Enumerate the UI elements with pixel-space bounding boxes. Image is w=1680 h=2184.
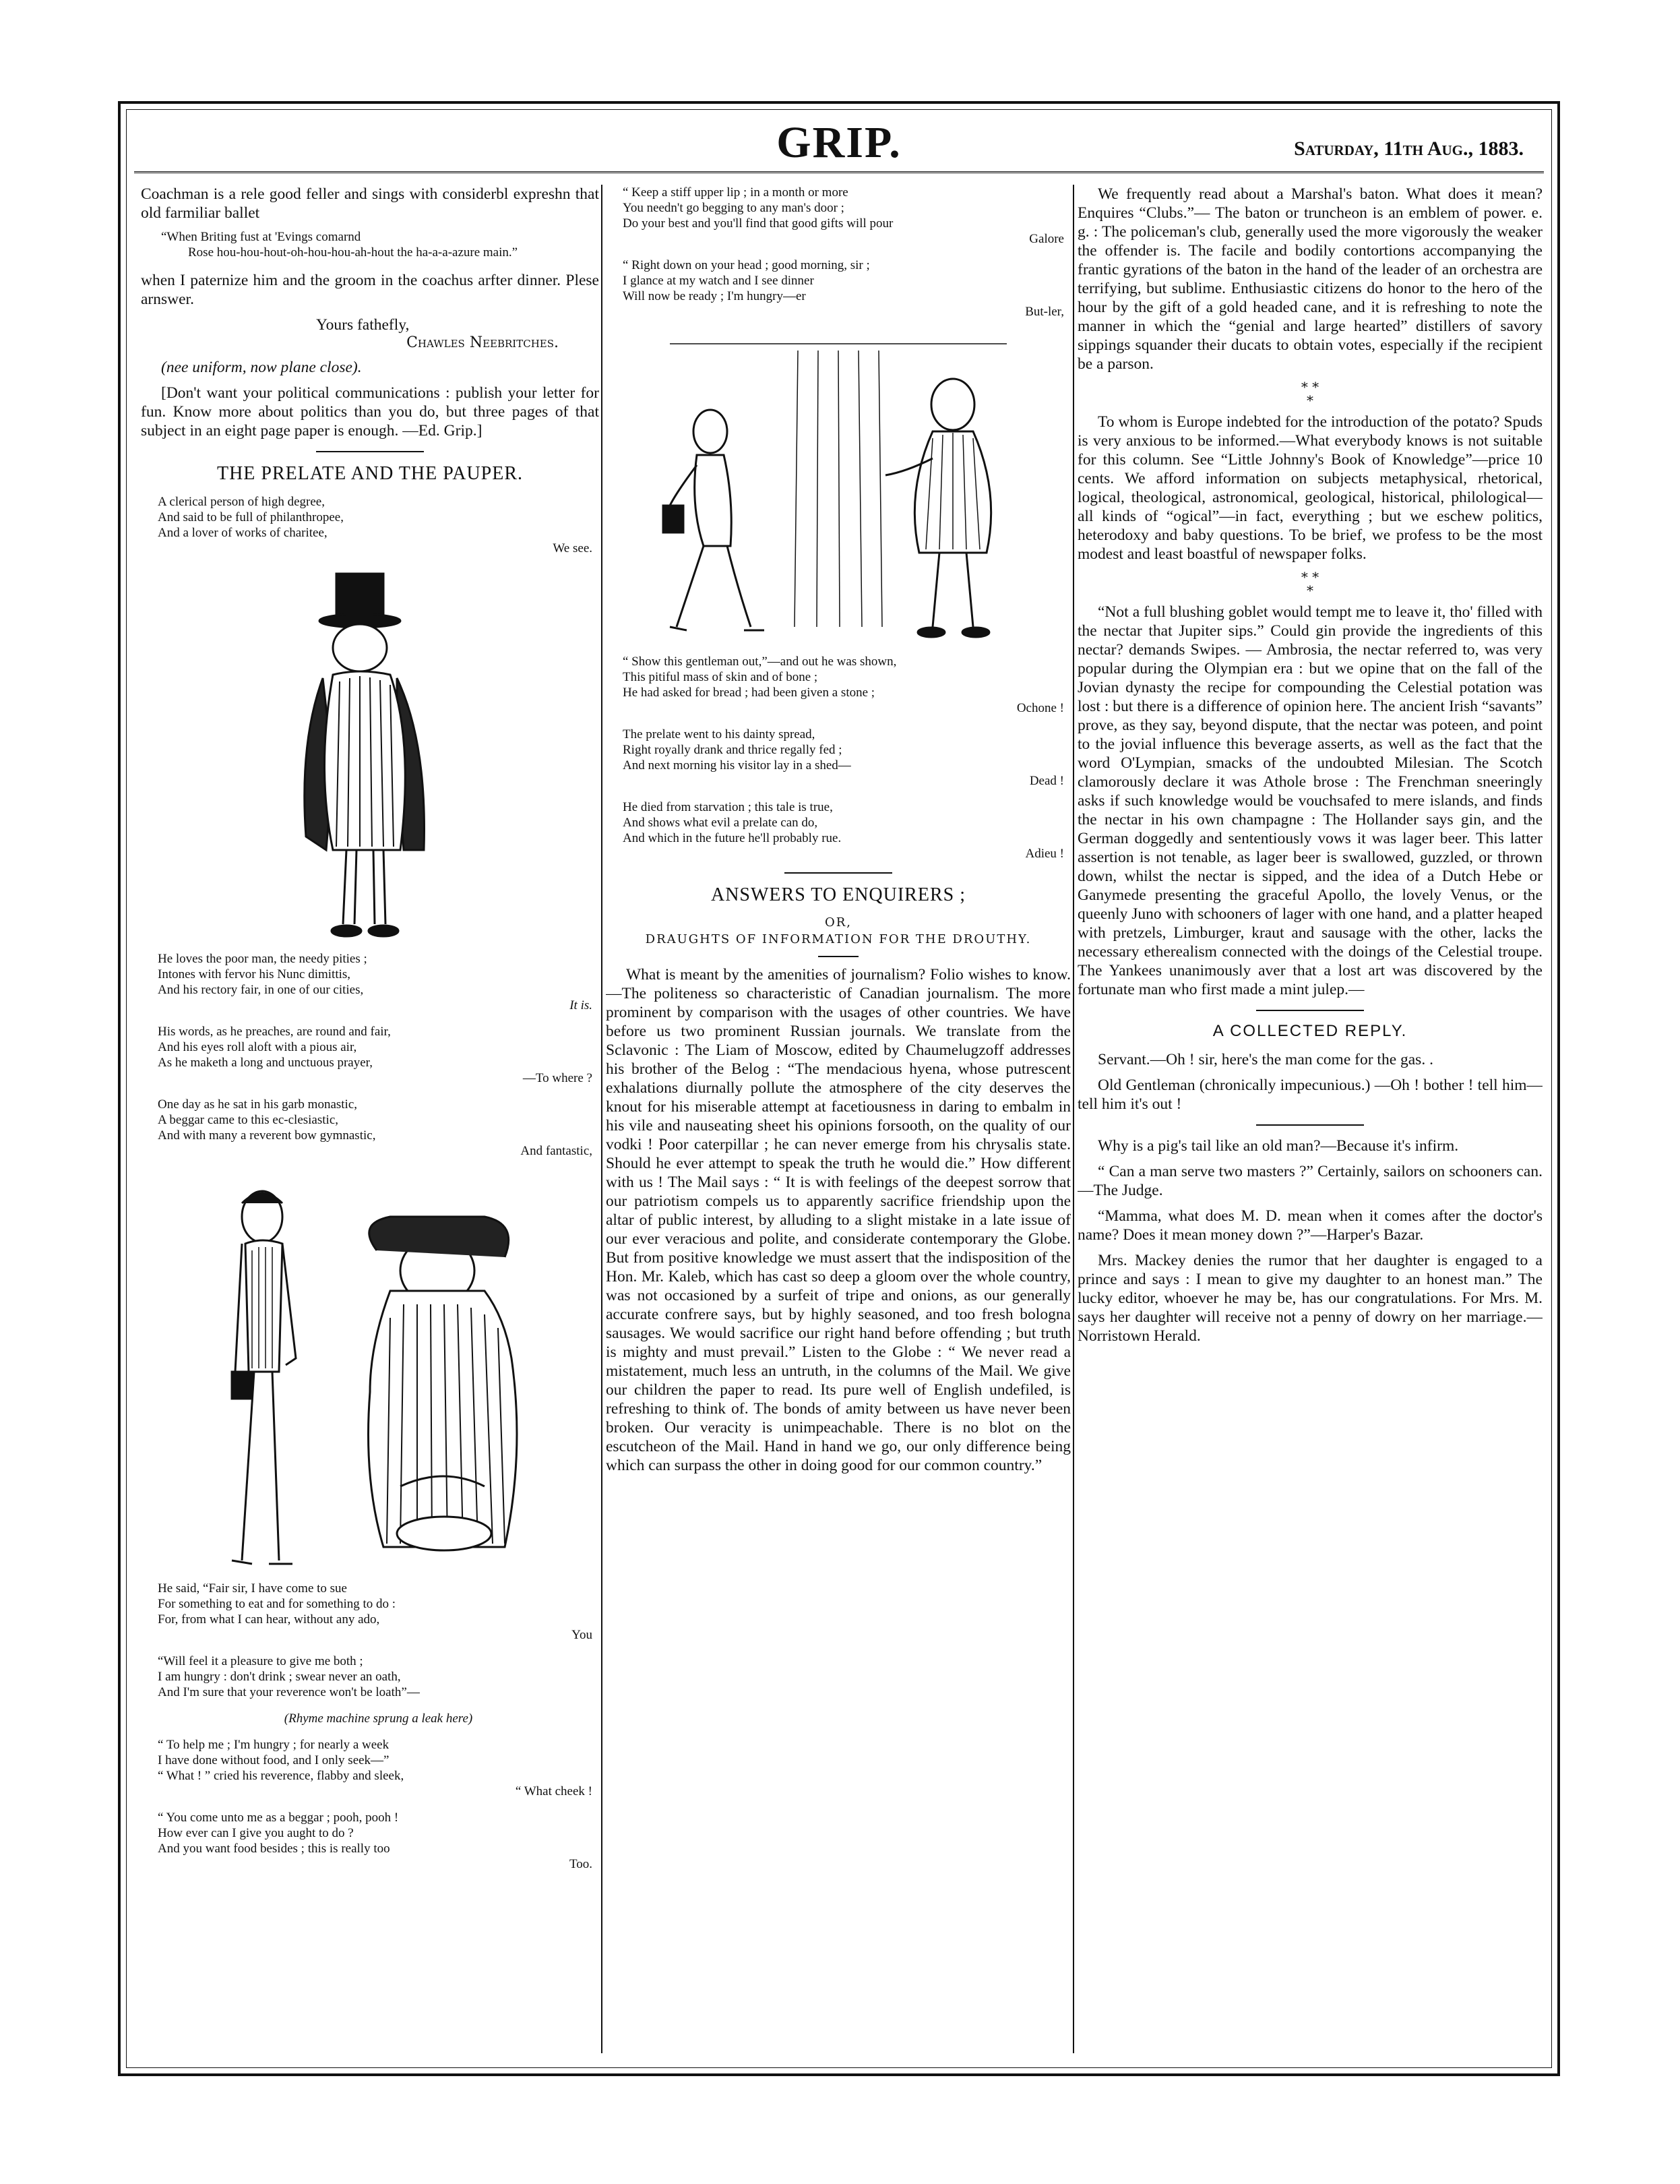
verse-line: I have done without food, and I only seek—” [158,1753,390,1767]
stanza [158,1581,599,1643]
verse-line: Intones with fervor his Nunc dimittis, [158,967,351,981]
verse-line: He had asked for bread ; had been given a stone ; [623,686,875,700]
verse-line: Right royally drank and thrice regally fed ; [623,743,842,757]
letter-signature: Chawles Neebritches. [406,334,559,351]
verse-refrain: Ochone ! [1016,701,1064,715]
stanza [623,654,1071,716]
letter-paragraph: Coachman is a rele good feller and sings with considerbl expreshn that old farmiliar ballet [141,185,599,222]
prelate-illustration [259,567,481,944]
divider [784,872,892,874]
letter-postscript: (nee uniform, now plane close). [161,359,362,376]
editor-note: [Don't want your political communications : publish your letter for fun. Know more about politics than you do, but three pages of that subject in an eight page paper is enough. —Ed. Grip.] [141,384,599,439]
verse-line: For, from what I can hear, without any ado, [158,1612,380,1627]
newspaper-page [118,101,1560,2076]
jest-paragraph: “Mamma, what does M. D. mean when it comes after the doctor's name? Does it mean money down ?”—Harper's Bazar. [1078,1207,1543,1244]
stanza [623,185,1071,247]
verse-line: The prelate went to his dainty spread, [623,727,815,741]
answer-paragraph: To whom is Europe indebted for the introduction of the potato? Spuds is very anxious to be informed.—What everybody knows is not suitable for this column. See “Little Johnny's Book of Knowledge”—price 10 cents. We afford information on subjects metaphysical, rhetorical, logical, theological, astronomical, geological, historical, philological—all kinds of “ogical”—in fact, everything ; but we eschew politics, heterodoxy and baby questions. To be brief, we profess to be the most modest and least boastful of newspaper folks. [1078,413,1543,563]
verse-line: He loves the poor man, the needy pities ; [158,952,367,966]
letter-closing: Yours fathefly, [316,316,410,334]
beggar-and-prelate-illustration [168,1170,572,1574]
jest-paragraph: Why is a pig's tail like an old man?—Because it's infirm. [1098,1137,1459,1155]
stanza [158,494,599,556]
verse-line: I am hungry : don't drink ; swear never an oath, [158,1670,401,1684]
stanza [158,1654,599,1700]
letter-verse: Rose hou-hou-hout-oh-hou-hou-ah-hout the ha-a-a-azure main.” [188,245,518,260]
masthead [134,117,1544,173]
verse-line: And said to be full of philanthropee, [158,510,344,524]
column-3 [1078,185,1543,2060]
verse-refrain: But-ler, [1025,305,1064,319]
answers-body: What is meant by the amenities of journalism? Folio wishes to know.—The politeness so characteristic of Canadian journalism. The more prominent by comparison with the usages of other countries. We have before us two prominent Russian journals. We translate from the Sclavonic : The Liam of Moscow, edited by Chaumelugzoff addresses his brother of the Belog : “The mendacious hyena, whose putrescent exhalations diurnally pollute the atmosphere of the city deserves the knout for his miserable attempt at facetiousness in daring to embalm in his vile and nauseating sheet his opinions forsooth, on the quality of our vodki ! Poor caterpillar ; he can never emerge from his chrysalis state. Should he ever attempt to speak the truth he would die.” How different with us ! The Mail says : “ It is with feelings of the deepest sorrow that our patriotism compels us to apparently sacrifice friendship upon the altar of public interest, by alluding to a slight mistake in a late issue of our ever veracious and polite, and considerate contemporary the Globe. But from positive knowledge we must assert that the indisposition of the Hon. Mr. Kaleb, which has cast so deep a gloom over the whole country, was not occasioned by a surfeit of tripe and onions, as our generally accurate confrere says, but by highly seasoned, and too fresh bologna sausages. We would sacrifice our right hand before offending ; but truth is mighty and must prevail.” Listen to the Globe : “ We never read a mistatement, much less an untruth, in the columns of the Mail. We give our children the paper to read. Its pure well of English undefiled, is refreshing to think of. The bonds of amity between us have never been broken. Our veracity is unimpeachable. There is no blot on the escutcheon of the Mail. Hand in hand we go, our only difference being which can surpass the other in doing good for our common country.” [606,966,1071,1474]
verse-line: He said, “Fair sir, I have come to sue [158,1581,347,1596]
verse-refrain: Adieu ! [1025,847,1064,861]
verse-line: “ Show this gentleman out,”—and out he was shown, [623,655,897,669]
letter-paragraph: when I paternize him and the groom in the coachus arfter dinner. Plese arnswer. [141,272,599,308]
verse-line: And you want food besides ; this is really too [158,1842,390,1856]
answer-paragraph: “Not a full blushing goblet would tempt me to leave it, tho' filled with the nectar that Jupiter sips.” Could gin provide the ingredients of this nectar? demands Swipes. — Ambrosia, the nectar referred to, was very popular during the Olympian era : but we opine that on the fall of the Jovian dynasty the recipe for compounding the Celestial potation was lost : but there is a difference of opinion here. The ancient Irish “savants” prove, as they say, beyond dispute, that the nectar was poteen, and point to the jovial influence this beverage asserts, as well as the fact that the word O'Lympian, smacks of the undoubted Milesian. The Scotch clamorously declare it was Athole brose : The Frenchman sneeringly asks if such knowledge would be vouchsafed to mere islands, and finds the nectar in his own champagne : The Hollander says gin, and the German doggedly and sententiously vows it was lager beer. This latter assertion is not tenable, as lager beer is swallowed, guzzled, or thrown down, whilst the nectar is sipped, and the idea of a Dutch Hebe or Ganymede presenting the graceful Apollo, the lovely Venus, or the queenly Juno with schooners of lager with one hand, and a platter heaped with pretzels, Limburger, kraut and sausage with the other, lacks the necessary etherealism connected with the doings of the Celestial troupe. The Yankees unanimously aver that a lost art was discovered by the fortunate man who first made a mint julep.— [1078,603,1543,998]
verse-line: “ To help me ; I'm hungry ; for nearly a week [158,1738,390,1752]
verse-line: His words, as he preaches, are round and fair, [158,1025,391,1039]
verse-line: “ Right down on your head ; good morning, sir ; [623,258,870,272]
letter-verse: “When Briting fust at 'Evings comarnd [161,230,361,244]
divider [316,451,424,452]
butler-showing-out-illustration [650,330,1027,647]
stanza [623,799,1071,861]
verse-refrain: You [571,1628,592,1642]
verse-line: And his eyes roll aloft with a pious air, [158,1040,357,1054]
verse-line: And with many a reverent bow gymnastic, [158,1128,376,1143]
divider [1256,1010,1364,1011]
issue-date: Saturday, 11th Aug., 1883. [1294,138,1524,160]
verse-line: This pitiful mass of skin and of bone ; [623,670,818,684]
verse-refrain: —To where ? [522,1071,592,1085]
answer-paragraph: We frequently read about a Marshal's baton. What does it mean? Enquires “Clubs.”— The baton or truncheon is an emblem of power. e. g. : The policeman's club, generally used the more vigorously the weaker the offender is. The facile and bodily contortions accompanying the frantic gyrations of the baton in the hand of the leader of an orchestra are terrifying, but sublime. Enthusiastic citizens do honor to the hero of the hour by the gift of a gold headed cane, and it is refreshing to note the manner in which the “genial and large hearted” distillers of savory sippings squander their ducats to obtain votes, especially if the recipient be a parson. [1078,185,1543,373]
verse-line: Do your best and you'll find that good gifts will pour [623,216,894,231]
stanza [158,951,599,1013]
column-2 [606,185,1071,2060]
verse-line: And next morning his visitor lay in a shed— [623,758,851,772]
verse-refrain: Dead ! [1029,774,1064,788]
divider [818,956,859,957]
verse-line: “Will feel it a pleasure to give me both ; [158,1654,363,1668]
poem-title: THE PRELATE AND THE PAUPER. [216,463,524,484]
column-rule [1073,185,1074,2053]
verse-refrain: We see. [553,541,592,555]
answers-or: OR, [824,915,852,930]
verse-line: “ Keep a stiff upper lip ; in a month or more [623,185,848,200]
reply-old-gentleman: Old Gentleman (chronically impecunious.) —Oh ! bother ! tell him—tell him it's out ! [1078,1076,1543,1113]
verse-line: He died from starvation ; this tale is true, [623,800,833,814]
verse-refrain: Galore [1029,232,1064,246]
answers-title: ANSWERS TO ENQUIRERS ; [710,884,966,905]
masthead-title: GRIP. [776,118,902,167]
column-rule [601,185,602,2053]
verse-refrain: Too. [569,1857,592,1871]
asterism: * * * [1301,379,1319,408]
verse-line: For something to eat and for something to do : [158,1597,396,1611]
verse-line: “ What ! ” cried his reverence, flabby and sleek, [158,1769,404,1783]
verse-line: Will now be ready ; I'm hungry—er [623,289,806,303]
column-1 [141,185,599,2060]
verse-refrain: And fantastic, [520,1144,592,1158]
verse-line: “ You come unto me as a beggar ; pooh, pooh ! [158,1811,399,1825]
divider [1256,1124,1364,1126]
verse-refrain: It is. [569,998,592,1012]
verse-line: And shows what evil a prelate can do, [623,816,818,830]
stanza [158,1810,599,1872]
rhyme-note: (Rhyme machine sprung a leak here) [284,1711,473,1726]
verse-line: I glance at my watch and I see dinner [623,274,814,288]
stanza [158,1097,599,1159]
verse-line: And I'm sure that your reverence won't be loath”— [158,1685,420,1699]
verse-line: And which in the future he'll probably rue. [623,831,842,845]
reply-servant: Servant.—Oh ! sir, here's the man come for the gas. . [1098,1051,1433,1068]
stanza [623,257,1071,320]
verse-refrain: “ What cheek ! [515,1784,592,1798]
stanza [158,1024,599,1086]
jest-paragraph: “ Can a man serve two masters ?” Certainly, sailors on schooners can.—The Judge. [1078,1163,1543,1199]
reply-title: A COLLECTED REPLY. [1212,1022,1408,1040]
verse-line: You needn't go begging to any man's door ; [623,201,844,215]
verse-line: How ever can I give you aught to do ? [158,1826,354,1840]
answers-subtitle: DRAUGHTS OF INFORMATION FOR THE DROUTHY. [645,932,1032,946]
asterism: * * * [1301,569,1319,599]
verse-line: And his rectory fair, in one of our cities, [158,983,364,997]
verse-line: One day as he sat in his garb monastic, [158,1097,358,1112]
stanza [158,1737,599,1799]
verse-line: A clerical person of high degree, [158,495,325,509]
stanza [623,727,1071,789]
verse-line: As he maketh a long and unctuous prayer, [158,1056,373,1070]
verse-line: A beggar came to this ec-clesiastic, [158,1113,339,1127]
verse-line: And a lover of works of charitee, [158,526,328,540]
jest-paragraph: Mrs. Mackey denies the rumor that her daughter is engaged to a prince and says : I mean to give my daughter to an honest man.” The lucky editor, whoever he may be, has our congratulations. For Mrs. M. says her daughter will receive not a penny of dowry on her marriage.—Norristown Herald. [1078,1252,1543,1345]
